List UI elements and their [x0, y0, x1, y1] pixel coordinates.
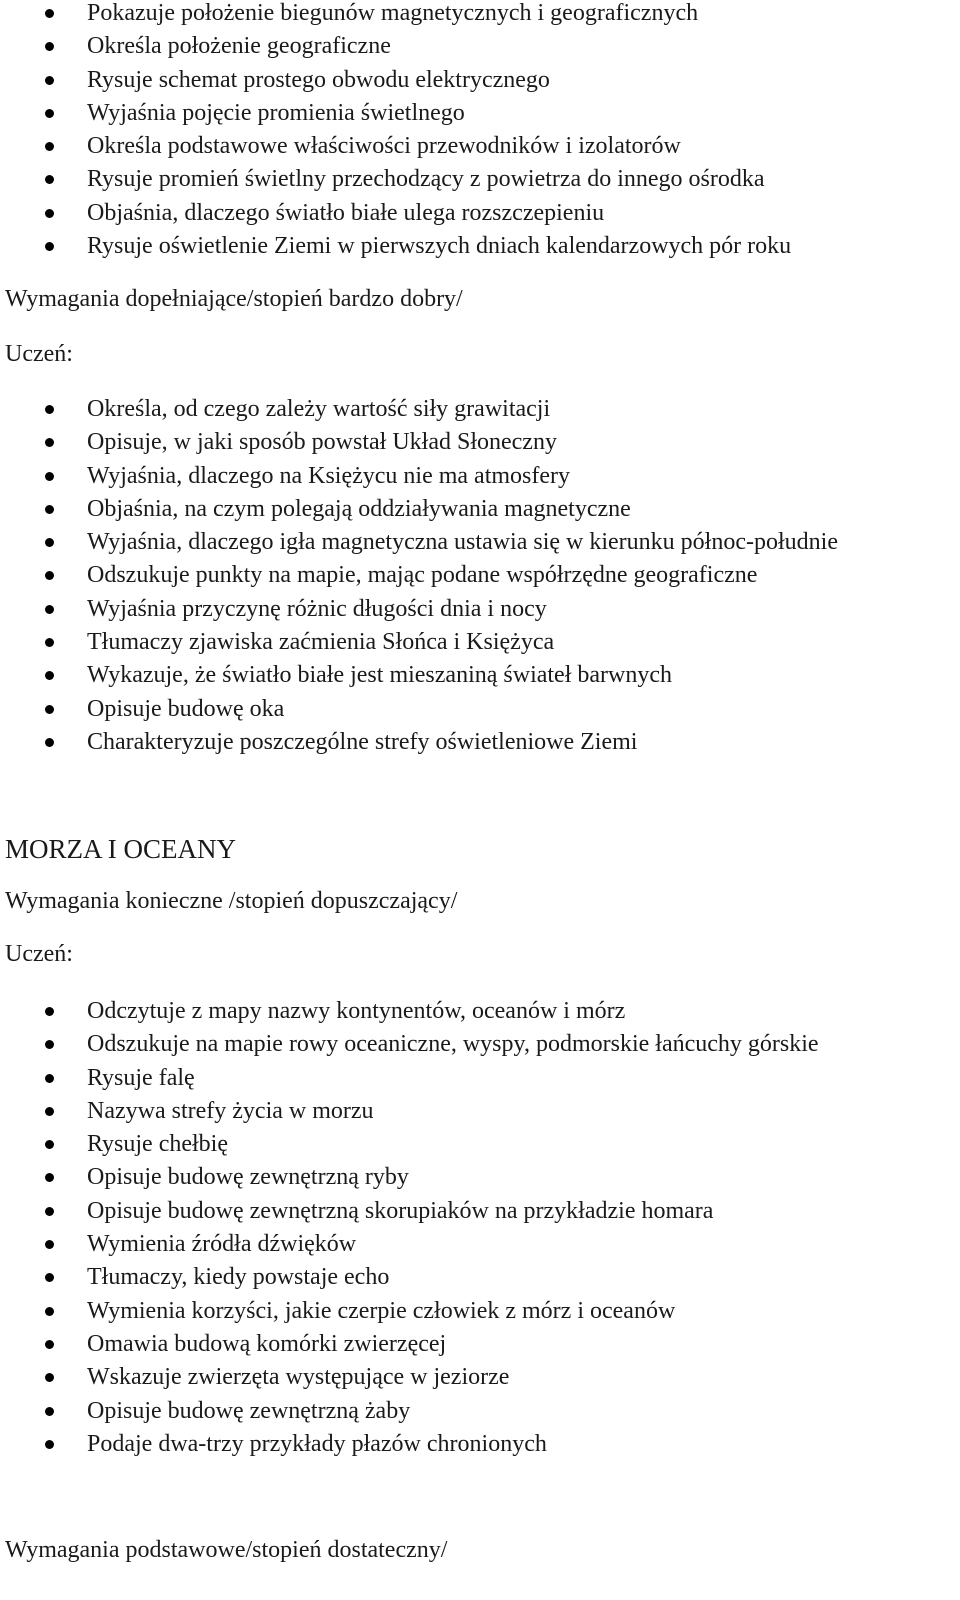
list-item — [0, 1228, 819, 1261]
list-item — [0, 30, 791, 63]
list-item — [0, 1028, 819, 1061]
bullet-icon — [45, 1373, 54, 1382]
bullet-icon — [45, 1440, 54, 1449]
requirements-list-1 — [0, 0, 791, 263]
bullet-icon — [45, 242, 54, 251]
list-item — [0, 0, 791, 30]
list-item — [0, 97, 791, 130]
list-item-text: Opisuje budowę oka — [87, 695, 285, 722]
list-item — [0, 1361, 819, 1394]
list-item — [0, 593, 838, 626]
bullet-icon — [45, 42, 54, 51]
list-item — [0, 393, 838, 426]
bullet-icon — [45, 1207, 54, 1216]
list-item-text: Wykazuje, że światło białe jest mieszaniną świateł barwnych — [87, 662, 672, 689]
bullet-icon — [45, 1074, 54, 1083]
list-item-text: Wyjaśnia pojęcie promienia świetlnego — [87, 99, 465, 126]
bullet-icon — [45, 638, 54, 647]
list-item — [0, 426, 838, 459]
list-item-text: Nazywa strefy życia w morzu — [87, 1097, 374, 1124]
list-item-text: Pokazuje położenie biegunów magnetycznych i geograficznych — [87, 0, 699, 26]
list-item — [0, 1161, 819, 1194]
bullet-icon — [45, 1273, 54, 1282]
list-item — [0, 1261, 819, 1294]
list-item-text: Objaśnia, na czym polegają oddziaływania magnetyczne — [87, 495, 631, 522]
list-item — [0, 526, 838, 559]
list-item — [0, 1395, 819, 1428]
list-item-text: Wymienia źródła dźwięków — [87, 1231, 357, 1258]
list-item-text: Rysuje oświetlenie Ziemi w pierwszych dniach kalendarzowych pór roku — [87, 233, 792, 260]
bullet-icon — [45, 1240, 54, 1249]
section-title-seas-oceans: MORZA I OCEANY — [5, 834, 237, 864]
list-item-text: Wymienia korzyści, jakie czerpie człowiek z mórz i oceanów — [87, 1297, 676, 1324]
list-item-text: Rysuje falę — [87, 1064, 195, 1091]
bullet-icon — [45, 9, 54, 18]
list-item-text: Określa podstawowe właściwości przewodników i izolatorów — [87, 133, 681, 160]
list-item-text: Wyjaśnia, dlaczego igła magnetyczna ustawia się w kierunku północ-południe — [87, 529, 838, 556]
list-item-text: Odszukuje punkty na mapie, mając podane współrzędne geograficzne — [87, 562, 758, 589]
bullet-icon — [45, 738, 54, 747]
list-item — [0, 1195, 819, 1228]
list-item-text: Wskazuje zwierzęta występujące w jeziorze — [87, 1364, 510, 1391]
list-item — [0, 726, 838, 759]
bullet-icon — [45, 405, 54, 414]
list-item — [0, 1295, 819, 1328]
bullet-icon — [45, 472, 54, 481]
requirements-list-2 — [0, 393, 838, 759]
bullet-icon — [45, 1307, 54, 1316]
list-item-text: Opisuje budowę zewnętrzną skorupiaków na przykładzie homara — [87, 1197, 714, 1224]
bullet-icon — [45, 671, 54, 680]
student-label: Uczeń: — [5, 341, 73, 367]
bullet-icon — [45, 175, 54, 184]
list-item-text: Odczytuje z mapy nazwy kontynentów, oceanów i mórz — [87, 998, 626, 1024]
list-item — [0, 1328, 819, 1361]
list-item — [0, 626, 838, 659]
list-item-text: Opisuje, w jaki sposób powstał Układ Słoneczny — [87, 429, 557, 456]
list-item-text: Tłumaczy zjawiska zaćmienia Słońca i Księżyca — [87, 629, 555, 656]
list-item-text: Rysuje schemat prostego obwodu elektrycznego — [87, 66, 550, 93]
bullet-icon — [45, 705, 54, 714]
list-item — [0, 559, 838, 592]
list-item — [0, 230, 791, 263]
bullet-icon — [45, 1340, 54, 1349]
list-item — [0, 1128, 819, 1161]
list-item — [0, 493, 838, 526]
bullet-icon — [45, 1140, 54, 1149]
student-label: Uczeń: — [5, 941, 73, 967]
list-item — [0, 64, 791, 97]
list-item — [0, 693, 838, 726]
section-heading-basic: Wymagania podstawowe/stopień dostateczny/ — [5, 1537, 448, 1563]
list-item-text: Opisuje budowę zewnętrzną ryby — [87, 1164, 409, 1191]
bullet-icon — [45, 1407, 54, 1416]
list-item-text: Określa położenie geograficzne — [87, 33, 391, 60]
list-item-text: Rysuje chełbię — [87, 1131, 228, 1158]
bullet-icon — [45, 209, 54, 218]
bullet-icon — [45, 1007, 54, 1016]
bullet-icon — [45, 505, 54, 514]
bullet-icon — [45, 605, 54, 614]
list-item-text: Wyjaśnia, dlaczego na Księżycu nie ma atmosfery — [87, 462, 571, 489]
bullet-icon — [45, 1040, 54, 1049]
list-item-text: Omawia budową komórki zwierzęcej — [87, 1330, 447, 1357]
section-heading-required: Wymagania konieczne /stopień dopuszczający/ — [5, 888, 458, 914]
bullet-icon — [45, 142, 54, 151]
list-item-text: Podaje dwa-trzy przykłady płazów chronionych — [87, 1430, 547, 1457]
list-item — [0, 1428, 819, 1461]
list-item — [0, 197, 791, 230]
list-item-text: Określa, od czego zależy wartość siły grawitacji — [87, 396, 551, 422]
list-item — [0, 460, 838, 493]
list-item-text: Opisuje budowę zewnętrzną żaby — [87, 1397, 411, 1424]
bullet-icon — [45, 1173, 54, 1182]
list-item-text: Objaśnia, dlaczego światło białe ulega rozszczepieniu — [87, 199, 605, 226]
list-item — [0, 1062, 819, 1095]
bullet-icon — [45, 538, 54, 547]
list-item-text: Rysuje promień świetlny przechodzący z powietrza do innego ośrodka — [87, 166, 765, 193]
list-item-text: Charakteryzuje poszczególne strefy oświetleniowe Ziemi — [87, 728, 638, 755]
section-heading-very-good: Wymagania dopełniające/stopień bardzo dobry/ — [5, 286, 463, 312]
list-item — [0, 659, 838, 692]
bullet-icon — [45, 571, 54, 580]
list-item — [0, 163, 791, 196]
bullet-icon — [45, 438, 54, 447]
bullet-icon — [45, 109, 54, 118]
bullet-icon — [45, 1107, 54, 1116]
bullet-icon — [45, 76, 54, 85]
list-item — [0, 130, 791, 163]
requirements-list-3 — [0, 995, 819, 1461]
list-item — [0, 1095, 819, 1128]
list-item-text: Odszukuje na mapie rowy oceaniczne, wyspy, podmorskie łańcuchy górskie — [87, 1031, 819, 1058]
list-item-text: Tłumaczy, kiedy powstaje echo — [87, 1264, 390, 1291]
list-item — [0, 995, 819, 1028]
list-item-text: Wyjaśnia przyczynę różnic długości dnia i nocy — [87, 595, 547, 622]
